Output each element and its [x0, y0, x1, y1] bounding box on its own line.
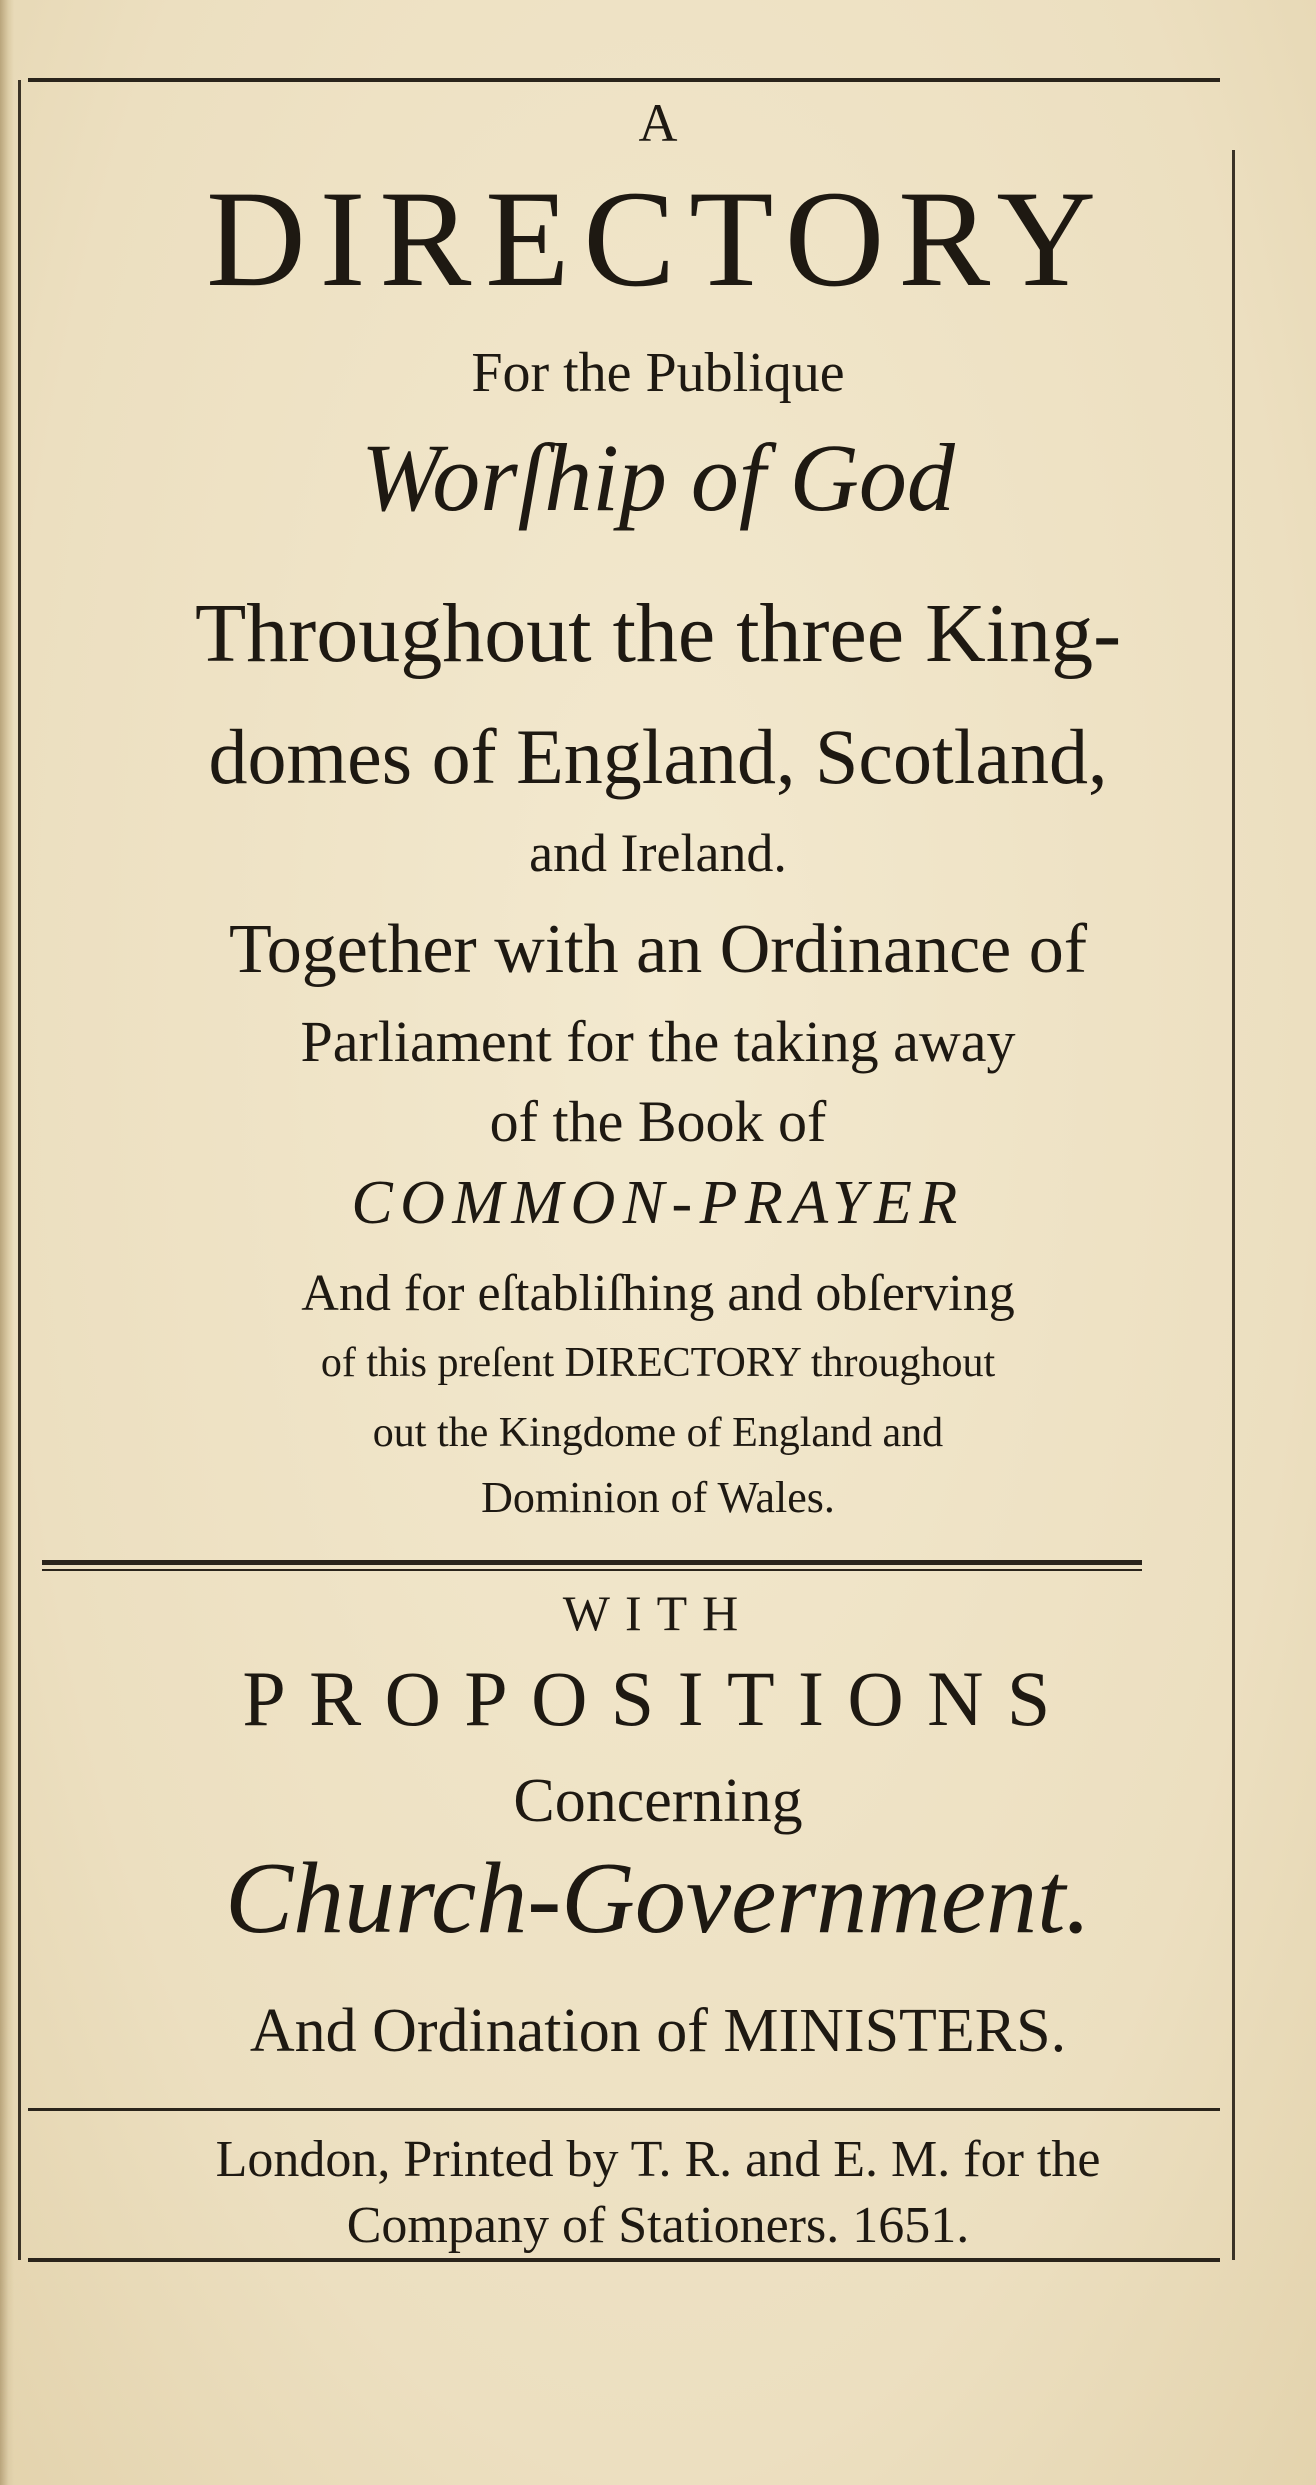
line-propositions: PROPOSITIONS	[242, 1655, 1074, 1742]
line-worship-of-god: Worſhip of God	[361, 424, 955, 531]
top-rule	[28, 78, 1220, 82]
line-common-prayer: COMMON-PRAYER	[351, 1169, 965, 1237]
line-establishing: And for eſtabliſhing and obſerving	[301, 1265, 1015, 1322]
line-dominion: Dominion of Wales.	[481, 1473, 835, 1522]
line-throughout: Throughout the three King-	[194, 587, 1122, 680]
imprint-company: Company of Stationers. 1651.	[346, 2197, 970, 2254]
middle-rule-thin	[42, 1569, 1142, 1571]
bottom-rule	[28, 2258, 1220, 2262]
line-ireland: and Ireland.	[529, 823, 787, 883]
line-ordination: And Ordination of MINISTERS.	[249, 1997, 1067, 2065]
line-for-the-publique: For the Publique	[471, 342, 845, 404]
line-parliament: Parliament for the taking away	[300, 1009, 1016, 1074]
line-kingdome: out the Kingdome of England and	[372, 1410, 944, 1456]
line-domes: domes of England, Scotland,	[208, 713, 1108, 800]
line-church-government: Church-Government.	[225, 1842, 1091, 1955]
line-with: WITH	[562, 1585, 754, 1641]
line-together: Together with an Ordinance of	[228, 911, 1088, 988]
title-directory: DIRECTORY	[206, 162, 1110, 315]
imprint-london: London, Printed by T. R. and E. M. for the	[215, 2131, 1101, 2188]
middle-rule-thick	[42, 1560, 1142, 1565]
line-concerning: Concerning	[513, 1767, 803, 1835]
title-line-a: A	[638, 93, 678, 153]
imprint-top-rule	[28, 2108, 1220, 2111]
line-present-directory: of this preſent DIRECTORY throughout	[320, 1340, 996, 1386]
line-book-of: of the Book of	[489, 1089, 827, 1154]
